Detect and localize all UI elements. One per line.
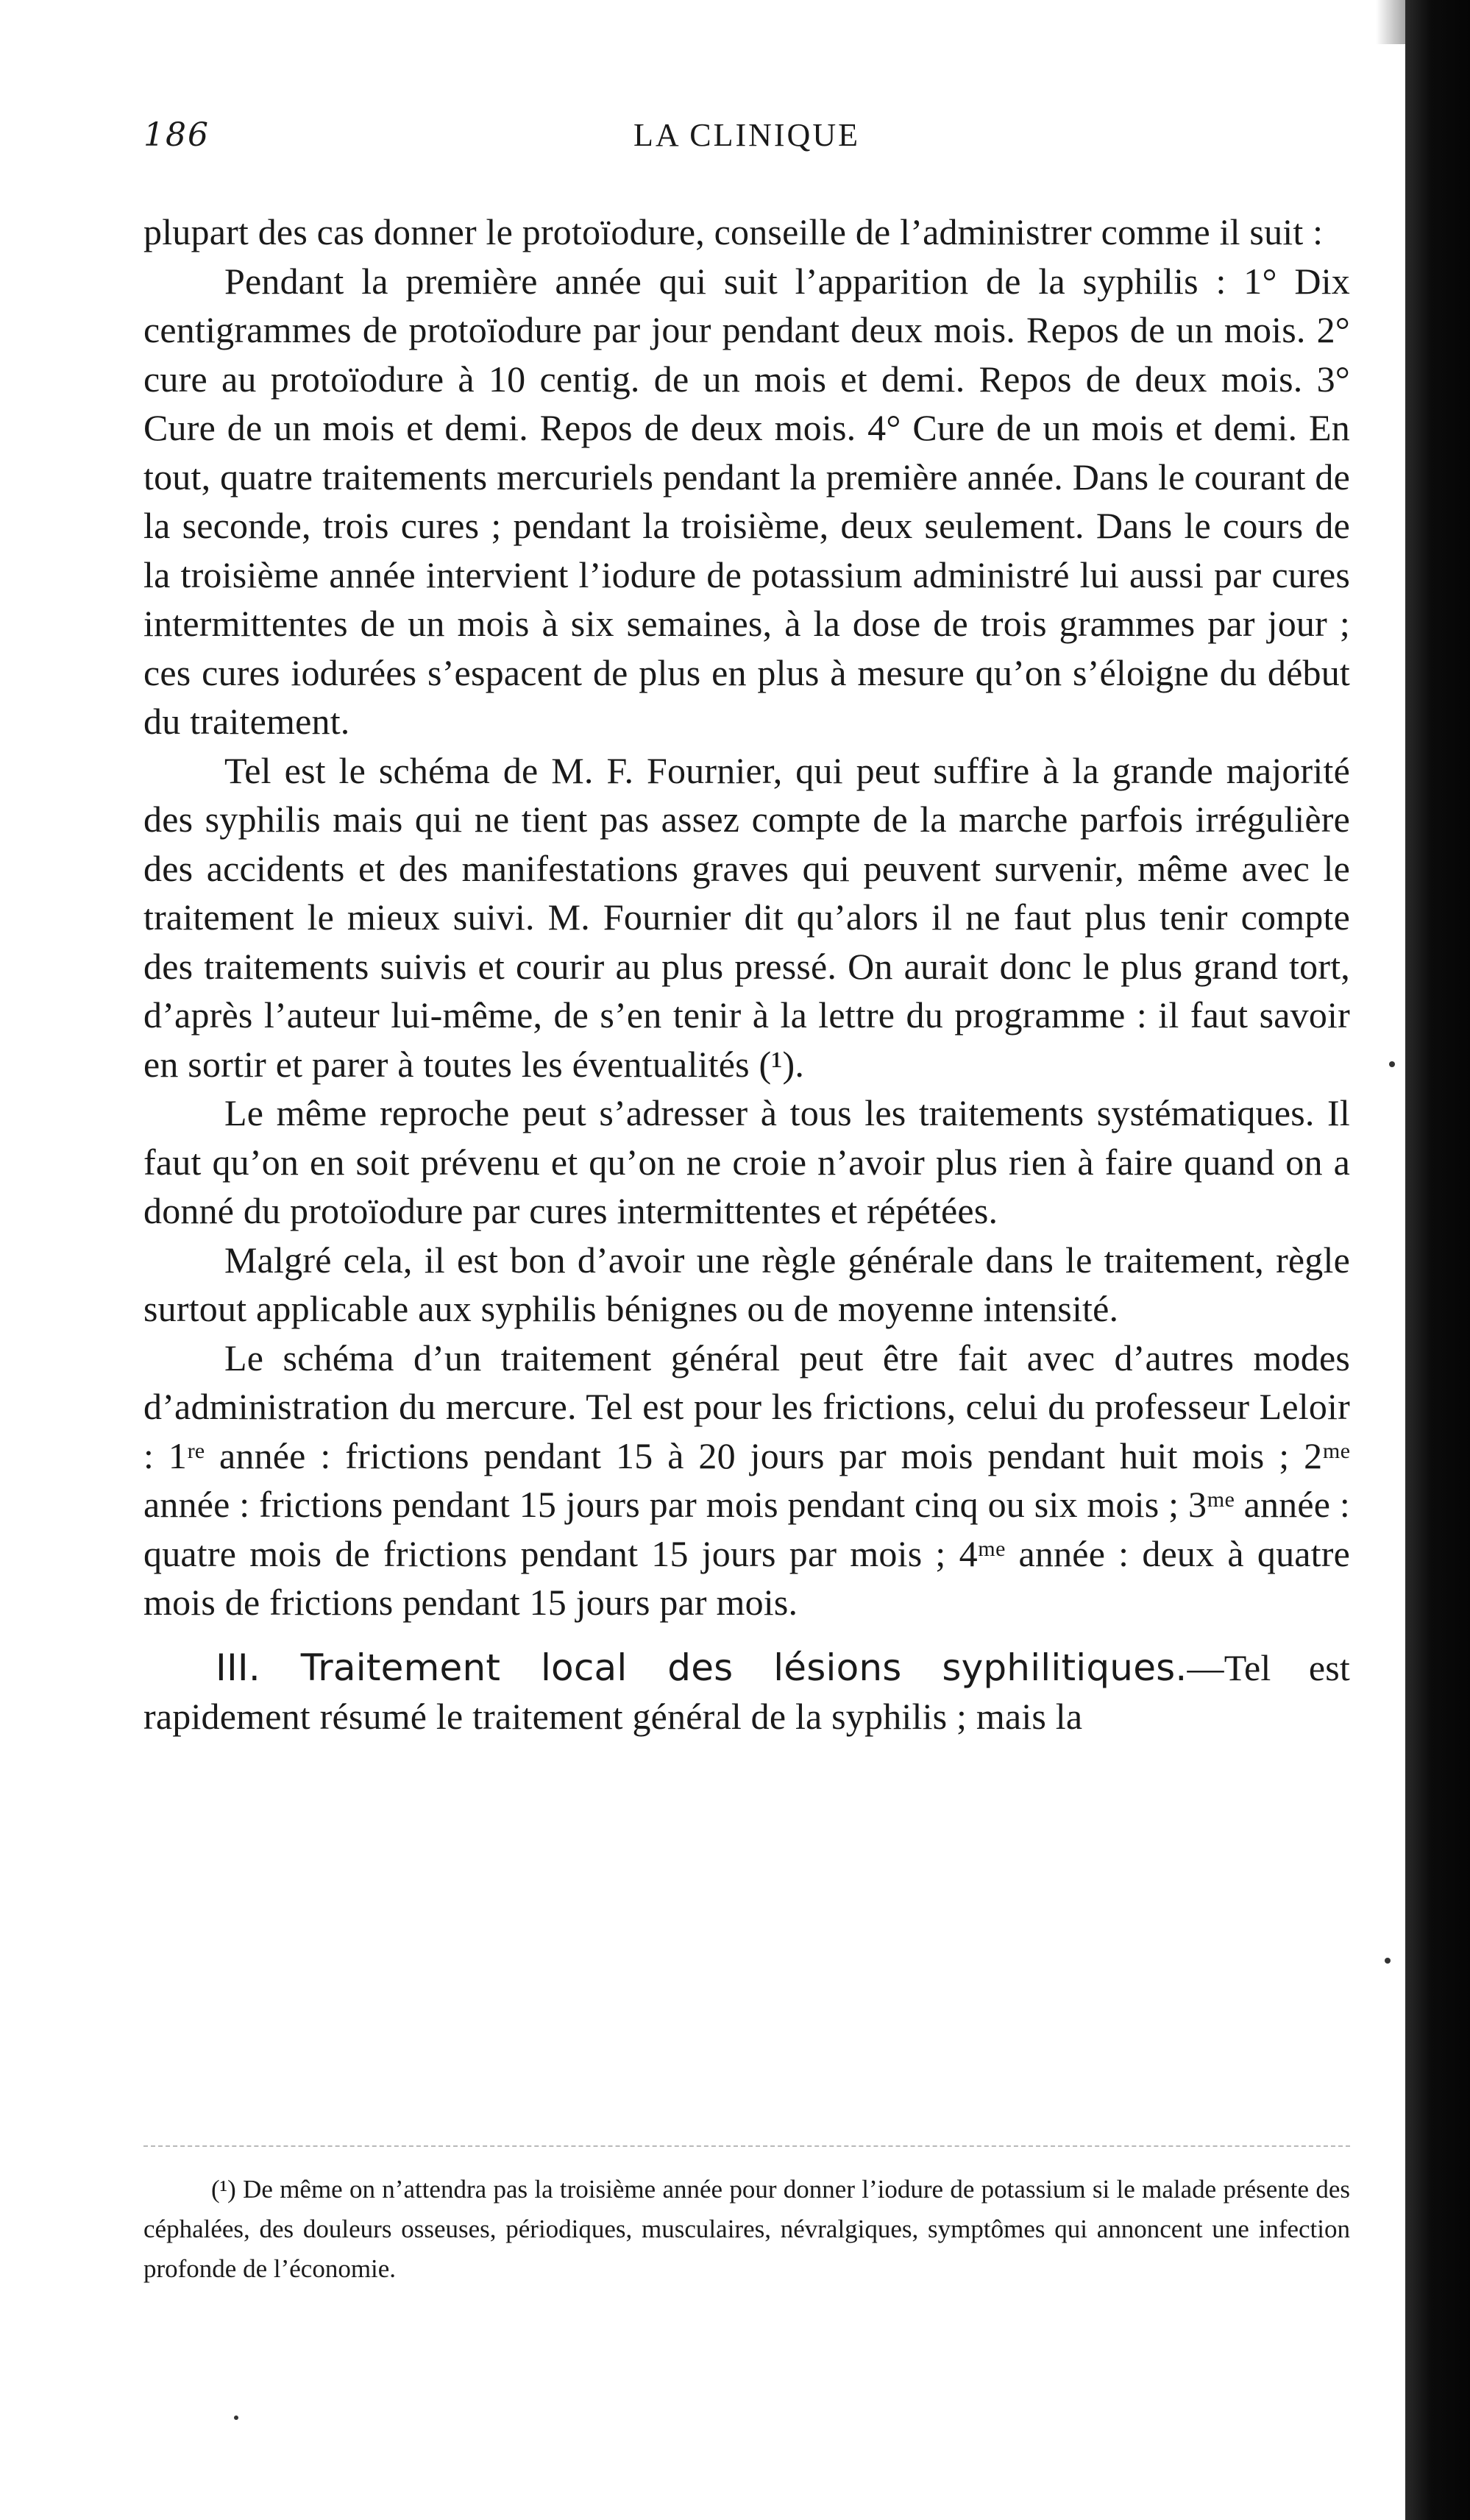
footnotes (143, 2170, 1350, 2289)
paragraph-fournier-scheme: Tel est le schéma de M. F. Fournier, qui peut suffire à la grande majorité des syphilis mais qui ne tient pas assez compte de la marche parfois irrégulière des accidents et des manifestations graves qui peuvent survenir, même avec le traitement le mieux suivi. M. Fournier dit qu’alors il ne faut plus tenir compte des traitements suivis et courir au plus pressé. On aurait donc le plus grand tort, d’après l’auteur lui-même, de s’en tenir à la lettre du programme : il faut savoir en sortir et parer à toutes les éventualités (¹). (143, 749, 1350, 1085)
paragraph-first-year-schedule: Pendant la première année qui suit l’apparition de la syphilis : 1° Dix centigrammes de protoïodure par jour pendant deux mois. Repos de un mois. 2° cure au protoïodure à 10 centig. de un mois et demi. Repos de deux mois. 3° Cure de un mois et demi. Repos de deux mois. 4° Cure de un mois et demi. En tout, quatre traitements mercuriels pendant la première année. Dans le courant de la seconde, trois cures ; pendant la troisième, deux seulement. Dans le cours de la troisième année intervient l’iodure de potassium administré lui aussi par cures intermittentes de un mois à six semaines, à la dose de trois grammes par jour ; ces cures iodurées s’espacent de plus en plus à mesure qu’on s’éloigne du début du traitement. (143, 260, 1350, 742)
section-text: —Tel est rapidement résumé le traitement général de la syphilis ; mais la (143, 1646, 1350, 1737)
page-body (143, 208, 1350, 1741)
page-edge-shadow (1376, 0, 1405, 44)
section-heading: III. Traitement local des lésions syphilitiques. (216, 1646, 1187, 1689)
page-speck (234, 2415, 238, 2420)
footnote-rule (143, 2145, 1350, 2147)
running-head: LA CLINIQUE (633, 117, 860, 153)
paragraph-same-reproach: Le même reproche peut s’adresser à tous les traitements systématiques. Il faut qu’on en soit prévenu et qu’on ne croie n’avoir plus rien à faire quand on a donné du protoïodure par cures intermittentes et répétées. (143, 1092, 1350, 1231)
page-edge (1405, 0, 1470, 2520)
page-speck (1385, 1958, 1391, 1964)
paragraph-general-rule: Malgré cela, il est bon d’avoir une règle générale dans le traitement, règle surtout applicable aux syphilis bénignes ou de moyenne intensité. (143, 1239, 1350, 1329)
footnote-1: (¹) De même on n’attendra pas la troisième année pour donner l’iodure de potassium si le malade présente des céphalées, des douleurs osseuses, périodiques, musculaires, névralgiques, symptômes qui annoncent une infection profonde de l’économie. (143, 2175, 1350, 2283)
paragraph-continuation: plupart des cas donner le protoïodure, conseille de l’administrer comme il suit : (143, 211, 1324, 252)
section-local-treatment (143, 1643, 1350, 1741)
page-speck (1389, 1061, 1395, 1067)
page-header (143, 110, 1350, 162)
page-number: 186 (143, 116, 210, 154)
paragraph-leloir-scheme: Le schéma d’un traitement général peut être fait avec d’autres modes d’administration du mercure. Tel est pour les frictions, celui du professeur Leloir : 1ʳᵉ année : frictions pendant 15 à 20 jours par mois pendant huit mois ; 2ᵐᵉ année : frictions pendant 15 jours par mois pendant cinq ou six mois ; 3ᵐᵉ année : quatre mois de frictions pendant 15 jours par mois ; 4ᵐᵉ année : deux à quatre mois de frictions pendant 15 jours par mois. (143, 1337, 1350, 1623)
